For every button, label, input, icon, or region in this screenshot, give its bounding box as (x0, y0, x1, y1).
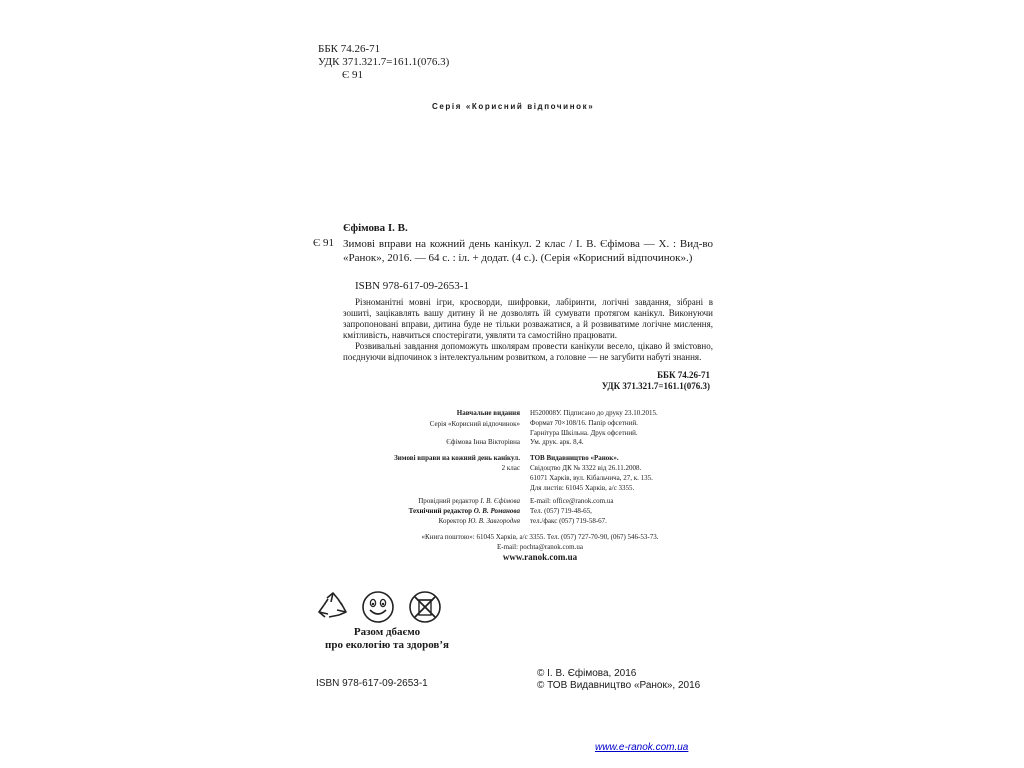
print-order-line: Н520008У. Підписано до друку 23.10.2015. (530, 409, 658, 417)
order-address: «Книга поштою»: 61045 Харків, а/с 3355. Тел. (057) 727-70-90, (067) 546-53-73. (421, 533, 659, 541)
phone-line: Тел. (057) 719-48-65, (530, 507, 592, 515)
copyright-block (537, 668, 700, 692)
edition-type: Навчальне видання (456, 409, 520, 417)
annotation-paragraph: Різноманітні мовні ігри, кросворди, шифровки, лабіринти, логічні завдання, зібрані в зошиті, зацікавлять вашу дитину й не дозволять їй сумувати протягом канікул. Виконуючи запропоновані вправи, дитина буде не тільки розважатися, а й розвиватиме логічне мислення, кмітливість, навчиться спостерігати, уявляти та самостійно працювати. (343, 297, 713, 340)
email-line: E-mail: office@ranok.com.ua (530, 497, 614, 505)
proofreader-name: Ю. В. Завгородня (468, 517, 520, 525)
order-info (360, 532, 720, 562)
copyright-publisher: © ТОВ Видавництво «Ранок», 2016 (537, 680, 701, 691)
recycle-icon (316, 590, 350, 624)
copyright-author: © І. В. Єфімова, 2016 (537, 668, 637, 679)
card-author-mark: Є 91 (313, 237, 335, 249)
tech-editor-label: Технічний редактор (408, 507, 472, 515)
author-full-name: Єфімова Інна Вікторівна (446, 438, 520, 446)
address-line: 61071 Харків, вул. Кібальчича, 27, к. 135. (530, 474, 653, 482)
certificate-line: Свідоцтво ДК № 3322 від 26.11.2008. (530, 464, 642, 472)
card-author: Єфімова І. В. (343, 222, 408, 234)
card-isbn: ISBN 978-617-09-2653-1 (355, 280, 469, 292)
annotation-paragraph: Розвивальні завдання допоможуть школярам провести канікули весело, цікаво й змістовно, поєднуючи відпочинок з інтелектуальним розвитком, а головне — не загубити набуті знання. (343, 341, 713, 362)
tech-editor-name: О. В. Романова (473, 507, 520, 515)
bbk-code: ББК 74.26-71 (318, 43, 381, 55)
proofreader-label: Коректор (438, 517, 467, 525)
typeface-line: Гарнітура Шкільна. Друк офсетний. (530, 429, 638, 437)
no-waste-icon (408, 590, 442, 624)
card-bbk: ББК 74.26-71 (657, 370, 710, 380)
publisher-website-link[interactable]: www.e-ranok.com.ua (595, 742, 689, 753)
format-line: Формат 70×108/16. Папір офсетний. (530, 419, 638, 427)
lead-editor (418, 496, 520, 506)
eco-slogan (312, 626, 462, 652)
classification-block-top (318, 43, 449, 82)
fax-line: тел./факс (057) 719-58-67. (530, 517, 607, 525)
isbn-bottom: ISBN 978-617-09-2653-1 (316, 678, 428, 689)
series-title: Серія «Корисний відпочинок» (432, 102, 595, 111)
sheets-line: Ум. друк. арк. 8,4. (530, 438, 584, 446)
author-mark: Є 91 (342, 69, 364, 81)
eco-slogan-line: про екологію та здоров’я (325, 639, 449, 651)
lead-editor-name: І. В. Єфімова (480, 497, 520, 505)
card-annotation (343, 297, 713, 363)
lead-editor-label: Провідний редактор (418, 497, 479, 505)
series-name: Серія «Корисний відпочинок» (429, 420, 520, 428)
book-title: Зимові вправи на кожний день канікул. (394, 454, 520, 462)
card-description: Зимові вправи на кожний день канікул. 2 клас / І. В. Єфімова — Х. : Вид-во «Ранок», 2016. — 64 с. : іл. + додат. (4 с.). (Серія «Корисний відпочинок».) (343, 238, 713, 264)
card-classification (560, 370, 710, 392)
tech-editor (409, 506, 520, 516)
udk-code: УДК 371.321.7=161.1(076.3) (318, 56, 450, 68)
mail-address-line: Для листів: 61045 Харків, а/с 3355. (530, 484, 635, 492)
eco-slogan-line: Разом дбаємо (353, 626, 421, 638)
order-site: www.ranok.com.ua (502, 552, 578, 562)
card-udk: УДК 371.321.7=161.1(076.3) (601, 381, 710, 391)
book-grade: 2 клас (501, 464, 520, 472)
publisher-name: ТОВ Видавництво «Ранок». (530, 454, 619, 462)
proofreader (439, 516, 520, 526)
order-email: E-mail: pochta@ranok.com.ua (497, 543, 583, 551)
smiley-icon (361, 590, 395, 624)
